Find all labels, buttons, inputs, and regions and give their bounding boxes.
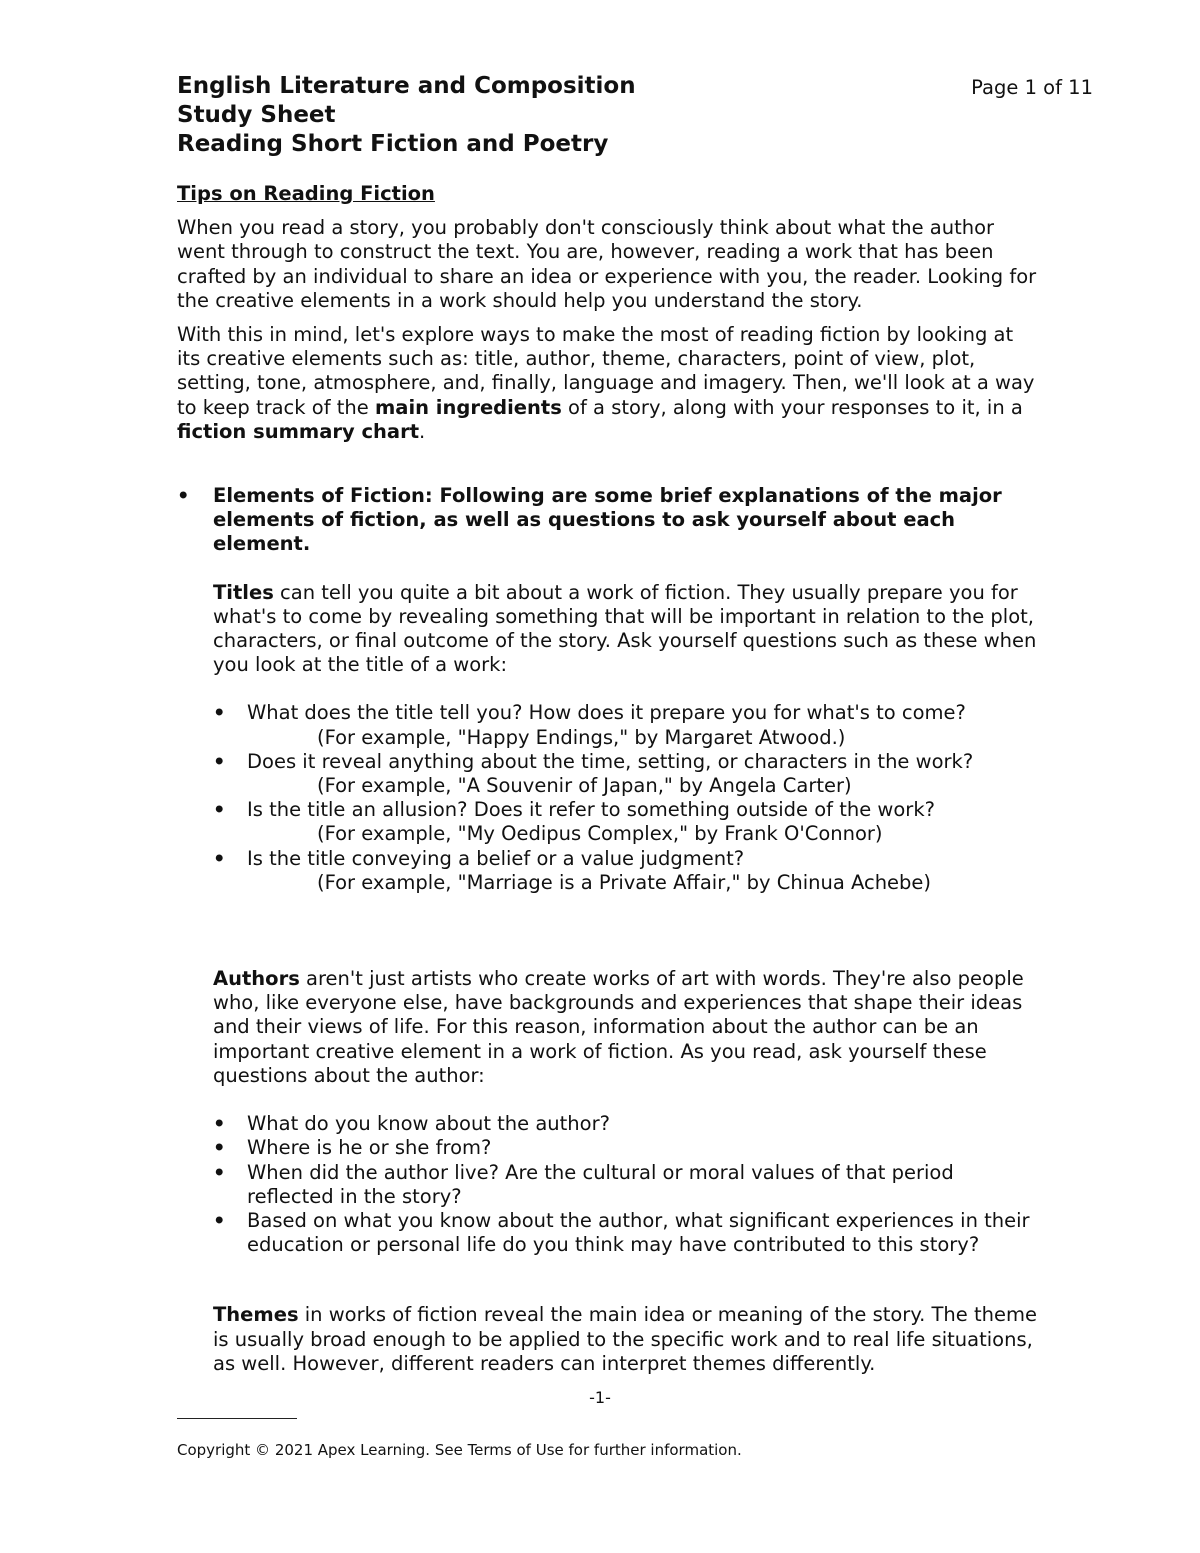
- main-ingredients-term: main ingredients: [374, 395, 562, 419]
- themes-block: [213, 1303, 1037, 1376]
- titles-questions-list: [213, 701, 1037, 895]
- list-item: [213, 798, 1037, 846]
- question-text: When did the author live? Are the cultural or moral values of that period reflected in the story?: [247, 1160, 954, 1208]
- intro-paragraph-1: When you read a story, you probably don't consciously think about what the author went through to construct the text. You are, however, reading a work that has been crafted by an individual to share an idea or experience with you, the reader. Looking for the creative elements in a work should help you understand the story.: [177, 216, 1037, 312]
- question-text: What do you know about the author?: [247, 1112, 610, 1136]
- list-item: [213, 1136, 1037, 1160]
- topic-title: Reading Short Fiction and Poetry: [177, 131, 609, 157]
- bullet-icon: •: [213, 798, 226, 822]
- footer-page-number: -1-: [589, 1388, 611, 1407]
- elements-of-fiction-item: [177, 484, 1037, 1376]
- list-item: [213, 1161, 1037, 1209]
- authors-block: [213, 967, 1037, 1257]
- question-text: Based on what you know about the author, what significant experiences in their education or personal life do you think may have contributed to this story?: [247, 1208, 1030, 1257]
- bullet-icon: •: [213, 1160, 226, 1184]
- bullet-icon: •: [213, 1208, 226, 1232]
- list-item: [213, 701, 1037, 749]
- document-body: [177, 182, 1037, 1400]
- intro-text-c: of a story, along with your responses to it, in a: [561, 395, 1023, 419]
- intro-paragraph-2: [177, 323, 1037, 444]
- copyright-notice: Copyright © 2021 Apex Learning. See Terms of Use for further information.: [177, 1441, 742, 1459]
- authors-text: aren't just artists who create works of art with words. They're also people who, like everyone else, have backgrounds and experiences that shape their ideas and their views of life. For this reason, information about the author can be an important creative element in a work of fiction. As you read, ask yourself these questions about the author:: [213, 967, 1024, 1087]
- section-heading: Tips on Reading Fiction: [177, 182, 435, 205]
- titles-block: [213, 581, 1037, 895]
- course-title: English Literature and Composition: [177, 73, 636, 99]
- example-text: (For example, "A Souvenir of Japan," by Angela Carter): [317, 774, 852, 798]
- bullet-icon: •: [213, 846, 226, 870]
- themes-paragraph: [213, 1303, 1037, 1376]
- bullet-icon: •: [213, 701, 226, 725]
- themes-term: Themes: [213, 1303, 299, 1327]
- document-type: Study Sheet: [177, 102, 336, 128]
- bullet-icon: •: [213, 1112, 226, 1136]
- list-item: [213, 1209, 1037, 1257]
- fiction-summary-chart-term: fiction summary chart: [177, 419, 420, 443]
- intro-text-e: .: [419, 419, 426, 443]
- bullet-icon: •: [213, 749, 226, 773]
- authors-questions-list: [213, 1112, 1037, 1257]
- authors-paragraph: [213, 967, 1037, 1088]
- titles-paragraph: [213, 581, 1037, 678]
- question-text: What does the title tell you? How does it prepare you for what's to come?: [247, 701, 966, 725]
- example-text: (For example, "Happy Endings," by Margaret Atwood.): [317, 725, 846, 749]
- question-text: Where is he or she from?: [247, 1136, 492, 1160]
- bullet-icon: •: [177, 484, 190, 508]
- titles-term: Titles: [213, 580, 274, 604]
- question-text: Is the title an allusion? Does it refer to something outside of the work?: [247, 798, 935, 822]
- elements-heading: Elements of Fiction: Following are some brief explanations of the major elements of fiction, as well as questions to ask yourself about each element.: [213, 484, 1002, 556]
- page-number: Page 1 of 11: [971, 76, 1093, 99]
- titles-text: can tell you quite a bit about a work of fiction. They usually prepare you for what's to come by revealing something that will be important in relation to the plot, characters, or final outcome of the story. Ask yourself questions such as these when you look at the title of a work:: [213, 580, 1037, 677]
- example-text: (For example, "My Oedipus Complex," by Frank O'Connor): [317, 822, 883, 846]
- list-item: [213, 750, 1037, 798]
- bullet-icon: •: [213, 1136, 226, 1160]
- question-text: Is the title conveying a belief or a value judgment?: [247, 846, 745, 870]
- themes-text: in works of fiction reveal the main idea or meaning of the story. The theme is usually broad enough to be applied to the specific work and to real life situations, as well. However, different readers can interpret themes differently.: [213, 1303, 1037, 1375]
- question-text: Does it reveal anything about the time, setting, or characters in the work?: [247, 749, 974, 773]
- example-text: (For example, "Marriage is a Private Affair," by Chinua Achebe): [317, 870, 932, 894]
- footer-divider: [177, 1418, 297, 1419]
- intro-text-a: With this in mind, let's explore ways to make the most of reading fiction by looking at its creative elements such as: title, author, theme, characters, point of view, plot, setting, tone, atmosphere, and, finally, language and imagery. Then, we'll look at a way to keep track of the: [177, 323, 1035, 419]
- document-header: [177, 72, 1093, 159]
- list-item: [213, 847, 1037, 895]
- authors-term: Authors: [213, 967, 300, 991]
- list-item: [213, 1112, 1037, 1136]
